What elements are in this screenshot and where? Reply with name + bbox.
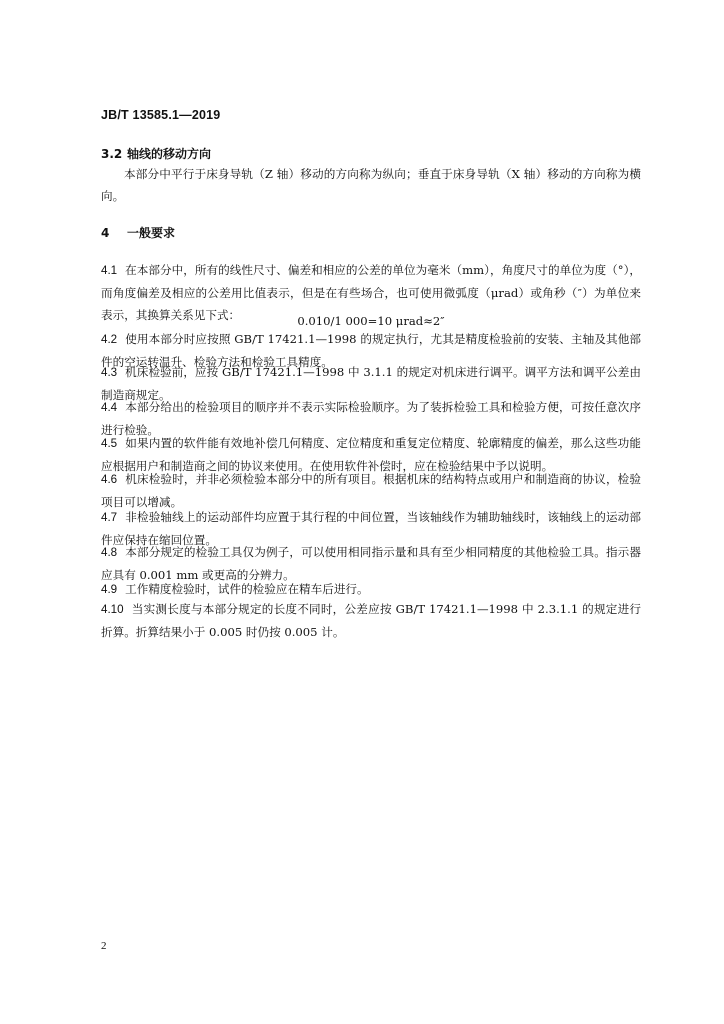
section-3-2-paragraph: 本部分中平行于床身导轨（Z 轴）移动的方向称为纵向；垂直于床身导轨（X 轴）移动的方向称为横向。	[101, 167, 641, 203]
clause-text: 当实测长度与本部分规定的长度不同时，公差应按 GB/T 17421.1—1998 中 2.3.1.1 的规定进行折算。折算结果小于 0.005 时仍按 0.005 计。	[101, 602, 641, 639]
clause-number: 4.8	[101, 546, 118, 559]
section-number: 3.2	[101, 147, 123, 161]
clause-number: 4.7	[101, 511, 118, 524]
clause-number: 4.2	[101, 333, 118, 346]
section-title: 轴线的移动方向	[127, 147, 212, 161]
clause-number: 4.5	[101, 437, 118, 450]
clause-number: 4.9	[101, 583, 118, 596]
clause-text: 机床检验前，应按 GB/T 17421.1—1998 中 3.1.1 的规定对机床进行调平。调平方法和调平公差由制造商规定。	[101, 365, 641, 402]
clause-text: 如果内置的软件能有效地补偿几何精度、定位精度和重复定位精度、轮廓精度的偏差，那么这些功能应根据用户和制造商之间的协议来使用。在使用软件补偿时，应在检验结果中予以说明。	[101, 436, 641, 473]
section-4-heading	[101, 224, 175, 241]
clause-number: 4.10	[101, 603, 124, 616]
conversion-formula: 0.010/1 000=10 μrad≈2″	[297, 314, 445, 328]
section-title: 一般要求	[127, 226, 176, 240]
page-number: 2	[101, 940, 107, 952]
section-3-2-heading	[101, 145, 211, 162]
clause-text: 本部分给出的检验项目的顺序并不表示实际检验顺序。为了装拆检验工具和检验方便，可按任意次序进行检验。	[101, 400, 641, 437]
standard-number-header: JB/T 13585.1—2019	[101, 108, 221, 122]
clause-number: 4.1	[101, 264, 118, 277]
clause-text: 使用本部分时应按照 GB/T 17421.1—1998 的规定执行，尤其是精度检验前的安装、主轴及其他部件的空运转温升、检验方法和检验工具精度。	[101, 332, 641, 369]
clause-4-10	[101, 598, 641, 643]
clause-number: 4.3	[101, 366, 118, 379]
clause-text: 在本部分中，所有的线性尺寸、偏差和相应的公差的单位为毫米（mm），角度尺寸的单位为度（°），而角度偏差及相应的公差用比值表示，但是在有些场合，也可使用微弧度（μrad）或角秒（″）为单位来表示，其换算关系见下式：	[101, 263, 642, 322]
clause-text: 本部分规定的检验工具仅为例子，可以使用相同指示量和具有至少相同精度的其他检验工具。指示器应具有 0.001 mm 或更高的分辨力。	[101, 545, 641, 582]
clause-text: 机床检验时，并非必须检验本部分中的所有项目。根据机床的结构特点或用户和制造商的协议，检验项目可以增减。	[101, 472, 641, 509]
clause-text: 工作精度检验时，试件的检验应在精车后进行。	[125, 582, 369, 596]
clause-text: 非检验轴线上的运动部件均应置于其行程的中间位置，当该轴线作为辅助轴线时，该轴线上的运动部件应保持在缩回位置。	[101, 510, 641, 547]
clause-number: 4.6	[101, 473, 118, 486]
section-number: 4	[101, 226, 110, 240]
clause-number: 4.4	[101, 401, 118, 414]
